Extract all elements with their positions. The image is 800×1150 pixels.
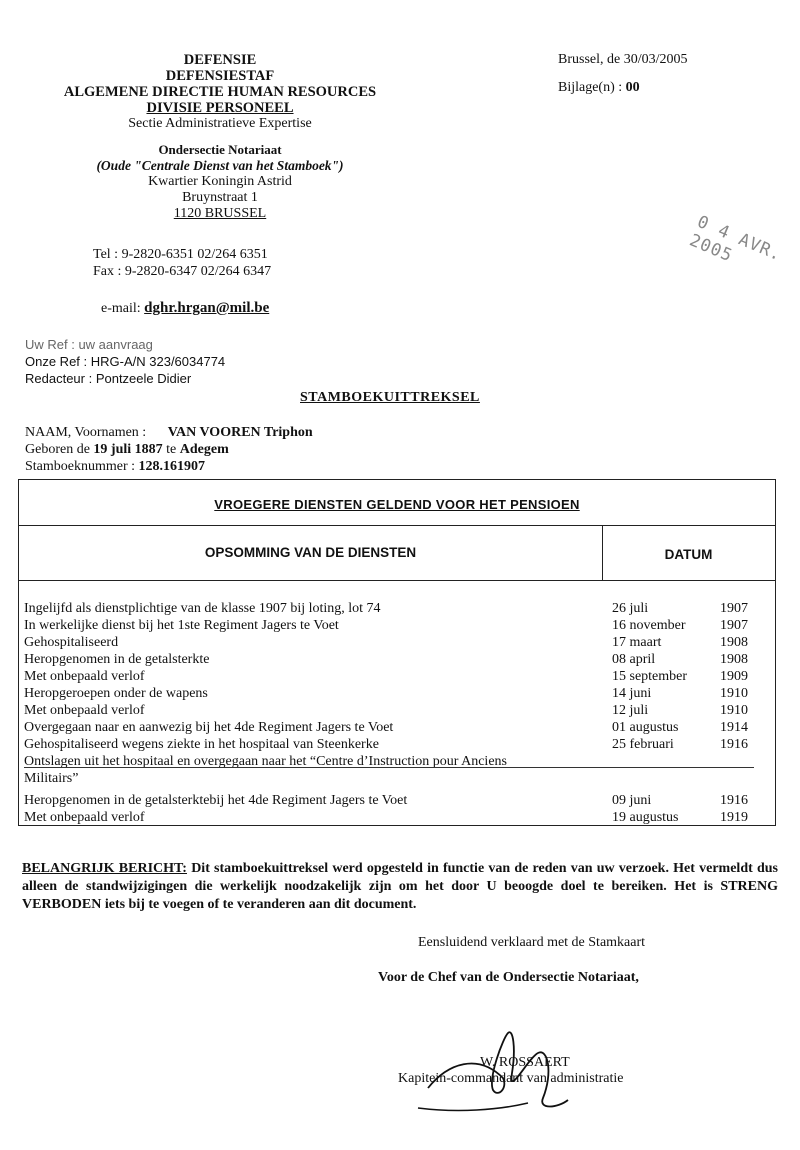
- row-description: In werkelijke dienst bij het 1ste Regiment Jagers te Voet: [24, 618, 339, 633]
- row-date: 08 april: [612, 652, 656, 667]
- table-row: [24, 703, 764, 720]
- contact-block: [93, 246, 271, 280]
- table-title: VROEGERE DIENSTEN GELDEND VOOR HET PENSIOEN: [214, 497, 580, 512]
- important-notice: [22, 860, 778, 914]
- org-line-defensiestaf: DEFENSIESTAF: [165, 68, 275, 84]
- chef-line: Voor de Chef van de Ondersectie Notariaat,: [378, 970, 639, 985]
- row-year: 1919: [720, 810, 748, 825]
- signer-rank: Kapitein-commandant van administratie: [398, 1071, 624, 1086]
- nr-label: Stamboeknummer :: [25, 459, 139, 474]
- table-divider: [19, 525, 775, 526]
- address-street: Bruynstraat 1: [182, 190, 258, 205]
- bijlage-value: 00: [625, 80, 640, 95]
- table-row: [24, 618, 764, 635]
- row-date: 14 juni: [612, 686, 652, 701]
- row-date: 01 augustus: [612, 720, 679, 735]
- row-date: 16 november: [612, 618, 686, 633]
- email-line: [101, 300, 269, 317]
- name-value: VAN VOOREN Triphon: [167, 425, 313, 440]
- redacteur: Redacteur : Pontzeele Didier: [25, 371, 192, 386]
- table-row: [24, 737, 764, 754]
- born-date: 19 juli 1887: [93, 442, 163, 457]
- row-description: Militairs”: [24, 771, 79, 786]
- org-line-ondersectie: Ondersectie Notariaat: [158, 142, 282, 157]
- document-title: STAMBOEKUITTREKSEL: [300, 390, 480, 405]
- bijlage: [558, 80, 688, 96]
- row-year: 1907: [720, 618, 748, 633]
- row-year: 1907: [720, 601, 748, 616]
- email-link[interactable]: dghr.hrgan@mil.be: [144, 300, 270, 316]
- name-line: [25, 424, 313, 441]
- row-year: 1916: [720, 793, 748, 808]
- row-date: 26 juli: [612, 601, 649, 616]
- born-label: Geboren de: [25, 442, 94, 457]
- stamboeknummer-line: [25, 458, 313, 475]
- onze-ref: Onze Ref : HRG-A/N 323/6034774: [25, 354, 226, 369]
- row-date: 15 september: [612, 669, 688, 684]
- row-date: 19 augustus: [612, 810, 679, 825]
- born-te: te: [162, 442, 180, 457]
- person-block: [25, 424, 313, 475]
- row-year: 1908: [720, 635, 748, 650]
- row-year: 1908: [720, 652, 748, 667]
- row-year: 1914: [720, 720, 748, 735]
- fax-line: Fax : 9-2820-6347 02/264 6347: [93, 264, 272, 279]
- row-year: 1910: [720, 686, 748, 701]
- row-date: 25 februari: [612, 737, 674, 752]
- tel-line: Tel : 9-2820-6351 02/264 6351: [93, 247, 268, 262]
- place-date: Brussel, de 30/03/2005: [558, 52, 688, 67]
- org-line-sectie: Sectie Administratieve Expertise: [128, 116, 312, 131]
- nr-value: 128.161907: [138, 459, 206, 474]
- org-line-defensie: DEFENSIE: [183, 52, 257, 68]
- received-stamp: 0 4 AVR. 2005: [686, 212, 785, 267]
- row-description: Ingelijfd als dienstplichtige van de klasse 1907 bij loting, lot 74: [24, 601, 381, 616]
- table-row: [24, 720, 764, 737]
- signatory: [398, 1055, 624, 1087]
- table-row: [24, 686, 764, 703]
- letterhead: [20, 52, 420, 222]
- address-city: 1120 BRUSSEL: [173, 206, 267, 221]
- signer-name: W. ROSSAERT: [480, 1055, 570, 1070]
- row-description: Gehospitaliseerd: [24, 635, 119, 650]
- org-line-directie: ALGEMENE DIRECTIE HUMAN RESOURCES: [63, 84, 377, 100]
- date-block: [558, 52, 688, 96]
- org-line-divisie: DIVISIE PERSONEEL: [146, 100, 294, 116]
- row-year: 1909: [720, 669, 748, 684]
- row-description: Heropgenomen in de getalsterktebij het 4de Regiment Jagers te Voet: [24, 793, 408, 808]
- column-header-date: DATUM: [664, 547, 713, 562]
- table-row: [24, 793, 764, 810]
- bijlage-label: Bijlage(n) :: [558, 80, 626, 95]
- table-row: [24, 601, 764, 618]
- row-year: 1910: [720, 703, 748, 718]
- row-strikethrough: [24, 767, 754, 768]
- table-row: [24, 635, 764, 652]
- row-year: 1916: [720, 737, 748, 752]
- row-description: Met onbepaald verlof: [24, 703, 145, 718]
- table-row: [24, 810, 764, 827]
- row-description: Ontslagen uit het hospitaal en overgegaan naar het “Centre d’Instruction pour Anciens: [24, 754, 507, 769]
- table-row: [24, 669, 764, 686]
- row-date: 12 juli: [612, 703, 649, 718]
- row-date: 09 juni: [612, 793, 652, 808]
- row-description: Met onbepaald verlof: [24, 810, 145, 825]
- born-line: [25, 441, 313, 458]
- row-description: Met onbepaald verlof: [24, 669, 145, 684]
- references: [25, 336, 225, 387]
- row-description: Overgegaan naar en aanwezig bij het 4de Regiment Jagers te Voet: [24, 720, 394, 735]
- table-row: [24, 771, 764, 788]
- notice-text: Dit stamboekuittreksel werd opgesteld in functie van de reden van uw verzoek. Het vermeldt dus alleen de standwijzigingen die werkelijk noodzakelijk zijn om het door U beoogde doel te bereiken. Het is STRENG VERBODEN iets bij te voegen of te veranderen aan dit document.: [22, 861, 778, 912]
- email-label: e-mail:: [101, 301, 145, 316]
- row-date: 17 maart: [612, 635, 662, 650]
- notice-label: BELANGRIJK BERICHT:: [22, 861, 187, 876]
- born-place: Adegem: [179, 442, 229, 457]
- org-line-oude: (Oude "Centrale Dienst van het Stamboek"): [96, 158, 344, 173]
- table-row: [24, 754, 764, 771]
- row-description: Heropgeroepen onder de wapens: [24, 686, 208, 701]
- row-description: Gehospitaliseerd wegens ziekte in het hospitaal van Steenkerke: [24, 737, 379, 752]
- table-row: [24, 652, 764, 669]
- column-header-services: OPSOMMING VAN DE DIENSTEN: [204, 545, 417, 560]
- address-kwartier: Kwartier Koningin Astrid: [148, 174, 292, 189]
- table-divider: [19, 580, 775, 581]
- conformity-statement: Eensluidend verklaard met de Stamkaart: [418, 935, 646, 950]
- row-description: Heropgenomen in de getalsterkte: [24, 652, 210, 667]
- name-label: NAAM, Voornamen :: [25, 425, 147, 440]
- uw-ref: Uw Ref : uw aanvraag: [25, 337, 153, 352]
